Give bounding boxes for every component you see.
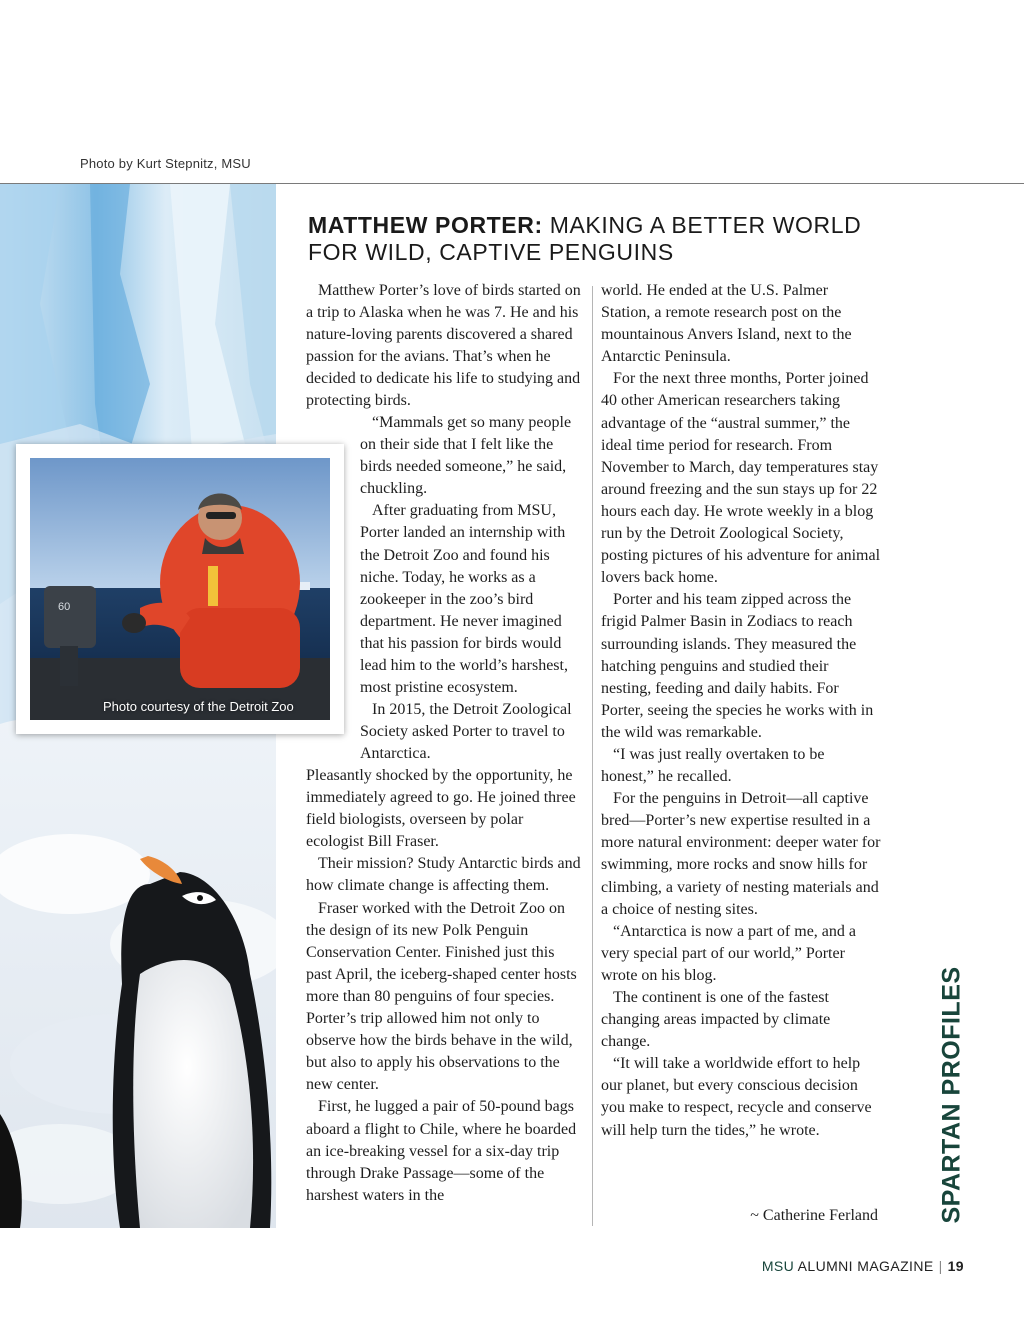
author-byline: ~ Catherine Ferland: [750, 1207, 878, 1224]
inset-photo-caption: Photo courtesy of the Detroit Zoo: [103, 699, 294, 714]
section-tag: SPARTAN PROFILES: [937, 966, 966, 1224]
footer-separator: |: [938, 1258, 943, 1274]
paragraph: The continent is one of the fastest changing areas impacted by climate change.: [601, 989, 831, 1051]
paragraph: After graduating from MSU, Porter landed an internship with the Detroit Zoo and found his niche. Today, he works as a zookeeper in the zoo’s bird department. He never imagined that his passion for birds would lead him to the world’s harshest, most pristine ecosystem.: [360, 502, 568, 697]
article-column-1-bottom: [306, 765, 584, 1207]
paragraph: For the next three months, Porter joined 40 other American researchers taking advantage of the “austral summer,” the ideal time period for research. From November to March, day temperatures stay around freezing and the sun stays up for 22 hours each day. He wrote weekly in a blog run by the Detroit Zoological Society, posting pictures of his adventure for animal lovers back home.: [601, 370, 881, 587]
paragraph: Their mission? Study Antarctic birds and how climate change is affecting them.: [306, 855, 581, 895]
inset-photo-frame: [16, 444, 344, 734]
paragraph: Matthew Porter’s love of birds started on a trip to Alaska when he was 7. He and his nature-loving parents discovered a shared passion for the avians. That’s when he decided to dedicate his life to studying and protecting birds.: [306, 282, 581, 410]
page-number: 19: [947, 1258, 964, 1274]
headline-name: MATTHEW PORTER:: [308, 212, 543, 238]
paragraph: Porter and his team zipped across the frigid Palmer Basin in Zodiacs to reach surrounding islands. They measured the hatching penguins and studied their nesting, feeding and daily habits. For Porter, seeing the species he works with in the wild was remarkable.: [601, 591, 874, 741]
zodiac-boat-photo: [30, 458, 330, 720]
paragraph: world. He ended at the U.S. Palmer Station, a remote research post on the mountainous Anvers Island, next to the Antarctic Peninsula.: [601, 282, 852, 366]
paragraph: In 2015, the Detroit Zoological Society asked Porter to travel to Antarctica.: [360, 701, 572, 763]
footer-magazine: ALUMNI MAGAZINE: [797, 1258, 934, 1274]
column-divider: [592, 286, 593, 1226]
paragraph: “Antarctica is now a part of me, and a very special part of our world,” Porter wrote on his blog.: [601, 922, 857, 984]
page-footer: [762, 1258, 964, 1274]
footer-msu: MSU: [761, 1258, 795, 1274]
paragraph: For the penguins in Detroit—all captive bred—Porter’s new expertise resulted in a more natural environment: deeper water for swimming, more rocks and snow hills for climbing, a variety of nesting materials and a choice of nesting sites.: [601, 790, 881, 918]
motor-label: 60: [58, 601, 71, 613]
paragraph: “I was just really overtaken to be honest,” he recalled.: [601, 745, 825, 786]
paragraph: First, he lugged a pair of 50-pound bags aboard a flight to Chile, where he boarded an ice-breaking vessel for a six-day trip through Drake Passage—some of the harshest waters in the: [306, 1098, 577, 1204]
paragraph: Pleasantly shocked by the opportunity, he immediately agreed to go. He joined three field biologists, overseen by polar ecologist Bill Fraser.: [306, 767, 576, 851]
article-headline: [308, 212, 908, 266]
paragraph: “Mammals get so many people on their side that I felt like the birds needed someone,” he said, chuckling.: [360, 414, 572, 498]
photo-credit: Photo by Kurt Stepnitz, MSU: [80, 156, 251, 171]
article-column-2: [601, 280, 881, 1142]
article-column-1-top: [306, 280, 584, 413]
paragraph: “It will take a worldwide effort to help our planet, but every conscious decision you make to respect, recycle and conserve will help turn the tides,” he wrote.: [601, 1055, 872, 1139]
headline-rest: MAKING A BETTER WORLD FOR WILD, CAPTIVE PENGUINS: [308, 212, 862, 265]
paragraph: Fraser worked with the Detroit Zoo on the design of its new Polk Penguin Conservation Center. Finished just this past April, the iceberg-shaped center hosts more than 80 penguins of four species. Porter’s trip allowed him not only to observe how the birds behave in the wild, but also to apply his observations to the new center.: [306, 899, 577, 1094]
article-column-1-wrap: [360, 412, 584, 766]
